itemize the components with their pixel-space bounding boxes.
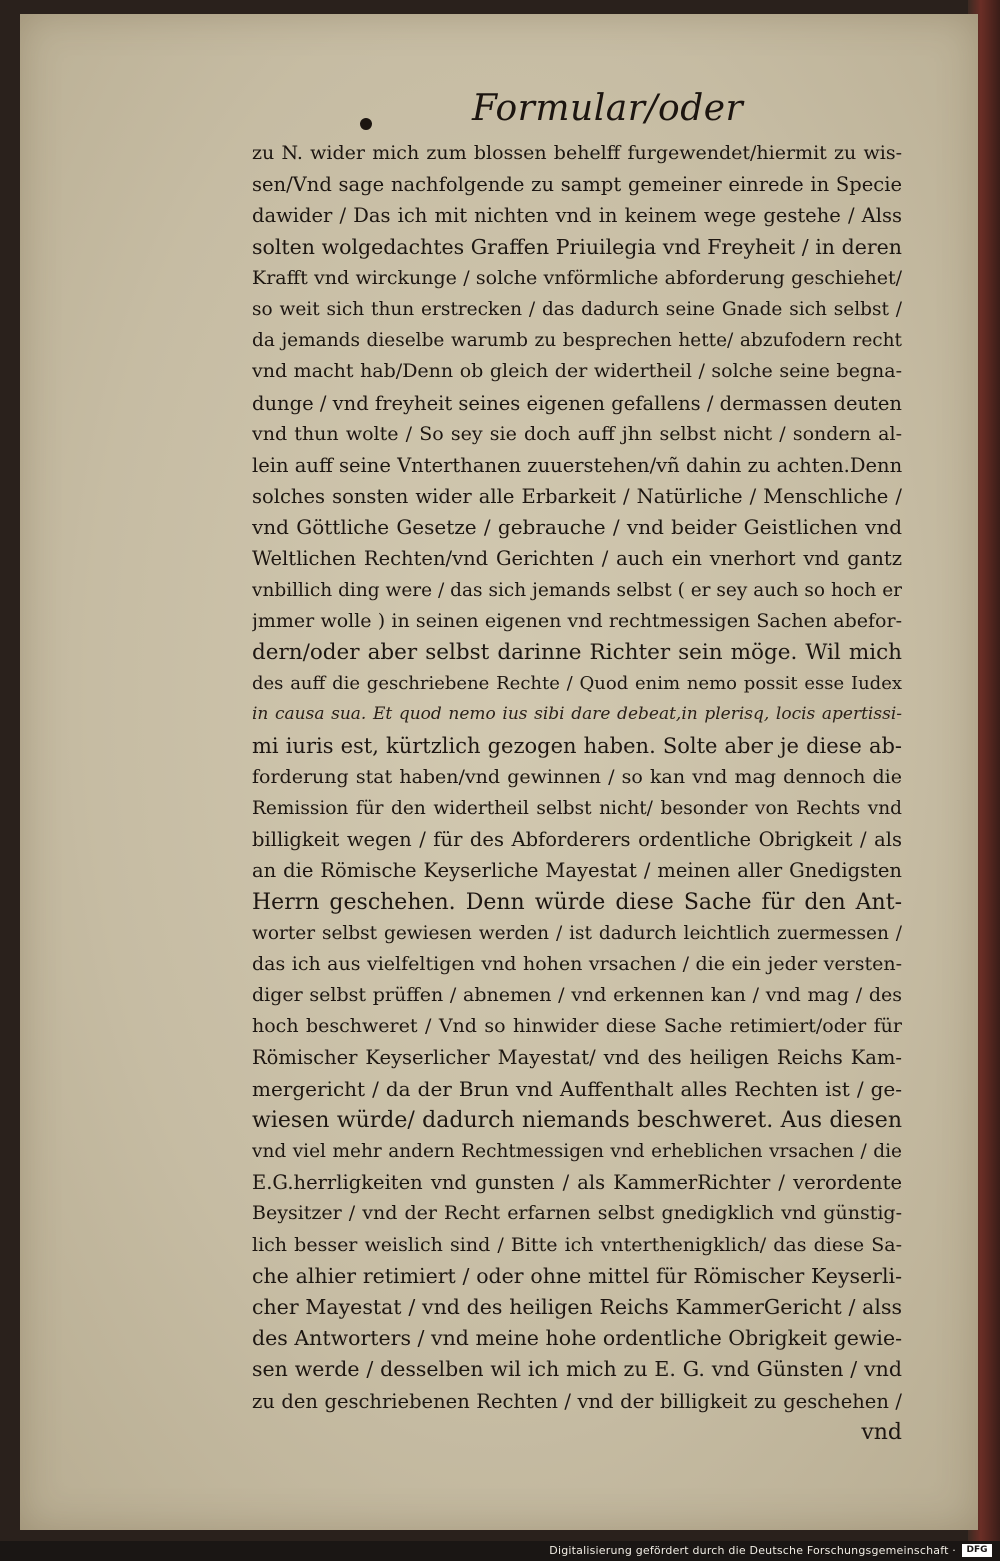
digitization-credit: Digitalisierung gefördert durch die Deutsche Forschungsgemeinschaft · xyxy=(549,1544,956,1557)
text-line: sen/Vnd sage nachfolgende zu sampt gemeiner einrede in Specie xyxy=(252,173,902,197)
text-line: Herrn geschehen. Denn würde diese Sache für den Ant- xyxy=(252,889,902,915)
text-line: zu N. wider mich zum blossen behelff furgewendet/hiermit zu wis- xyxy=(252,142,902,164)
text-line: vnbillich ding were / das sich jemands selbst ( er sey auch so hoch er xyxy=(252,579,902,601)
text-line: billigkeit wegen / für des Abforderers ordentliche Obrigkeit / als xyxy=(252,828,902,852)
text-line: sen werde / desselben wil ich mich zu E. G. vnd Günsten / vnd xyxy=(252,1357,902,1382)
text-line: dawider / Das ich mit nichten vnd in keinem wege gestehe / Alss xyxy=(252,204,902,228)
text-line: worter selbst gewiesen werden / ist dadurch leichtlich zuermessen / xyxy=(252,922,902,944)
text-line: che alhier retimiert / oder ohne mittel für Römischer Keyserli- xyxy=(252,1263,902,1288)
body-text xyxy=(252,138,902,1448)
text-line: diger selbst prüffen / abnemen / vnd erkennen kan / vnd mag / des xyxy=(252,984,902,1007)
text-line: des Antworters / vnd meine hohe ordentliche Obrigkeit gewie- xyxy=(252,1326,902,1351)
text-line: vnd viel mehr andern Rechtmessigen vnd erheblichen vrsachen / die xyxy=(252,1141,902,1162)
latin-quote-line: in causa sua. Et quod nemo ius sibi dare debeat,in plerisq, locis apertissi- xyxy=(252,704,902,725)
text-line: solten wolgedachtes Graffen Priuilegia vnd Freyheit / in deren xyxy=(252,234,902,259)
text-line: vnd Göttliche Gesetze / gebrauche / vnd beider Geistlichen vnd xyxy=(252,515,902,540)
text-line: dunge / vnd freyheit seines eigenen gefallens / dermassen deuten xyxy=(252,391,902,415)
text-line: lich besser weislich sind / Bitte ich vnterthenigklich/ das diese Sa- xyxy=(252,1233,902,1256)
text-line: hoch beschweret / Vnd so hinwider diese Sache retimiert/oder für xyxy=(252,1015,902,1038)
text-line: mi iuris est, kürtzlich gezogen haben. Solte aber je diese ab- xyxy=(252,733,902,758)
text-line: da jemands dieselbe warumb zu besprechen hette/ abzufodern recht xyxy=(252,330,902,352)
text-line: so weit sich thun erstrecken / das dadurch seine Gnade sich selbst / xyxy=(252,298,902,320)
dfg-logo-badge: DFG xyxy=(962,1544,992,1557)
text-line: Krafft vnd wirckunge / solche vnförmliche abforderung geschiehet/ xyxy=(252,266,902,289)
text-line: wiesen würde/ dadurch niemands beschweret. Aus diesen xyxy=(252,1107,902,1133)
text-line: mergericht / da der Brun vnd Auffenthalt alles Rechten ist / ge- xyxy=(252,1076,902,1101)
text-line: vnd macht hab/Denn ob gleich der widertheil / solche seine begna- xyxy=(252,360,902,383)
catchword: vnd xyxy=(861,1419,902,1445)
text-line: vnd thun wolte / So sey sie doch auff jhn selbst nicht / sondern al- xyxy=(252,422,902,445)
text-line: E.G.herrligkeiten vnd gunsten / als KammerRichter / verordente xyxy=(252,1171,902,1195)
text-line: zu den geschriebenen Rechten / vnd der billigkeit zu geschehen / xyxy=(252,1389,902,1413)
text-line: cher Mayestat / vnd des heiligen Reichs KammerGericht / alss xyxy=(252,1294,902,1319)
text-line: Weltlichen Rechten/vnd Gerichten / auch ein vnerhort vnd gantz xyxy=(252,547,902,571)
text-line: Beysitzer / vnd der Recht erfarnen selbst gnedigklich vnd günstig- xyxy=(252,1202,902,1225)
text-line: des auff die geschriebene Rechte / Quod enim nemo possit esse Iudex xyxy=(252,673,902,695)
text-line: dern/oder aber selbst darinne Richter sein möge. Wil mich xyxy=(252,640,902,665)
bullet-mark-icon xyxy=(360,118,372,130)
text-line: lein auff seine Vnterthanen zuuerstehen/vñ dahin zu achten.Denn xyxy=(252,453,902,477)
text-line: Remission für den widertheil selbst nicht/ besonder von Rechts vnd xyxy=(252,797,902,819)
text-line: das ich aus vielfeltigen vnd hohen vrsachen / die ein jeder versten- xyxy=(252,952,902,975)
text-line: Römischer Keyserlicher Mayestat/ vnd des heiligen Reichs Kam- xyxy=(252,1046,902,1070)
text-line: forderung stat haben/vnd gewinnen / so kan vnd mag dennoch die xyxy=(252,765,902,788)
text-line: jmmer wolle ) in seinen eigenen vnd rechtmessigen Sachen abefor- xyxy=(252,609,902,632)
text-line: solches sonsten wider alle Erbarkeit / Natürliche / Menschliche / xyxy=(252,485,902,509)
text-line: an die Römische Keyserliche Mayestat / meinen aller Gnedigsten xyxy=(252,859,902,883)
running-head: Formular/oder xyxy=(472,88,744,129)
